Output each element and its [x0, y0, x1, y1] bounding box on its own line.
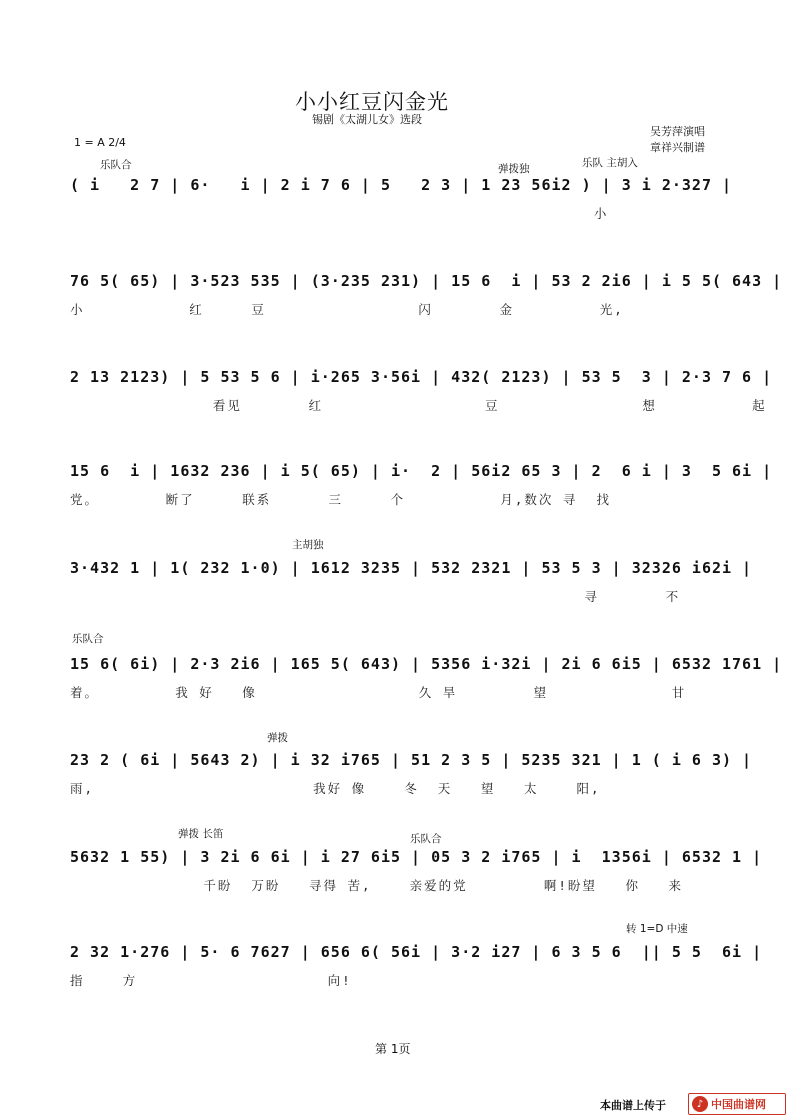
notation-line: ( i 2 7 | 6· i | 2 i 7 6 | 5 2 3 | 1 23 56i2 ) | 3 i 2·327 |	[70, 176, 733, 194]
lyrics-line: 小	[70, 206, 609, 221]
key-signature: 1 = A 2/4	[74, 136, 126, 149]
site-name: 中国曲谱网	[711, 1098, 766, 1111]
annotation-band-ensemble-2: 乐队合	[72, 633, 104, 645]
annotation-band-ensemble-3: 乐队合	[410, 833, 442, 845]
site-logo[interactable]	[688, 1093, 786, 1115]
annotation-band-ensemble: 乐队合	[100, 159, 132, 171]
notation-line: 2 32 1·276 | 5· 6 7627 | 656 6( 56i | 3·2 i27 | 6 3 5 6 || 5 5 6i |	[70, 943, 763, 961]
notation-line: 23 2 ( 6i | 5643 2) | i 32 i765 | 51 2 3 5 | 5235 321 | 1 ( i 6 3) |	[70, 751, 753, 769]
lyrics-line: 指 方 向!	[70, 973, 352, 988]
notation-line: 76 5( 65) | 3·523 535 | (3·235 231) | 15 6 i | 53 2 2i6 | i 5 5( 643 |	[70, 272, 783, 290]
notation-line: 15 6( 6i) | 2·3 2i6 | 165 5( 643) | 5356 i·32i | 2i 6 6i5 | 6532 1761 |	[70, 655, 783, 673]
upload-credit: 本曲谱上传于	[600, 1099, 666, 1112]
logo-icon: ♪	[692, 1096, 708, 1112]
performer-credit: 吴芳萍演唱	[650, 125, 705, 138]
lyrics-line: 党。 断了 联系 三 个 月,数次 寻 找	[70, 492, 611, 507]
page-title: 小小红豆闪金光	[295, 90, 449, 114]
credits	[650, 124, 705, 156]
annotation-plucked-solo: 弹拨独	[498, 163, 530, 175]
annotation-plucked: 弹拨	[267, 732, 288, 744]
annotation-modulation: 转 1=D 中速	[626, 923, 688, 935]
annotation-erhu-solo: 主胡独	[292, 539, 324, 551]
lyrics-line: 寻 不	[70, 589, 681, 604]
notation-line: 3·432 1 | 1( 232 1·0) | 1612 3235 | 532 2321 | 53 5 3 | 32326 i62i |	[70, 559, 753, 577]
notation-line: 5632 1 55) | 3 2i 6 6i | i 27 6i5 | 05 3 2 i765 | i 1356i | 6532 1 |	[70, 848, 763, 866]
lyrics-line: 看见 红 豆 想 起	[70, 398, 767, 413]
transcriber-credit: 章祥兴制谱	[650, 141, 705, 154]
lyrics-line: 千盼 万盼 寻得 苦, 亲爱的党 啊!盼望 你 来	[70, 878, 684, 893]
notation-line: 15 6 i | 1632 236 | i 5( 65) | i· 2 | 56i2 65 3 | 2 6 i | 3 5 6i |	[70, 462, 773, 480]
lyrics-line: 小 红 豆 闪 金 光,	[70, 302, 624, 317]
annotation-band-erhu-in: 乐队 主胡入	[582, 157, 638, 169]
lyrics-line: 雨, 我好 像 冬 天 望 太 阳,	[70, 781, 601, 796]
page-number: 第 1页	[375, 1042, 411, 1056]
notation-line: 2 13 2123) | 5 53 5 6 | i·265 3·56i | 432( 2123) | 53 5 3 | 2·3 7 6 |	[70, 368, 773, 386]
page-subtitle: 锡剧《太湖儿女》选段	[312, 113, 422, 126]
annotation-plucked-long-flute: 弹拨 长笛	[178, 828, 224, 840]
lyrics-line: 着。 我 好 像 久 旱 望 甘	[70, 685, 687, 700]
